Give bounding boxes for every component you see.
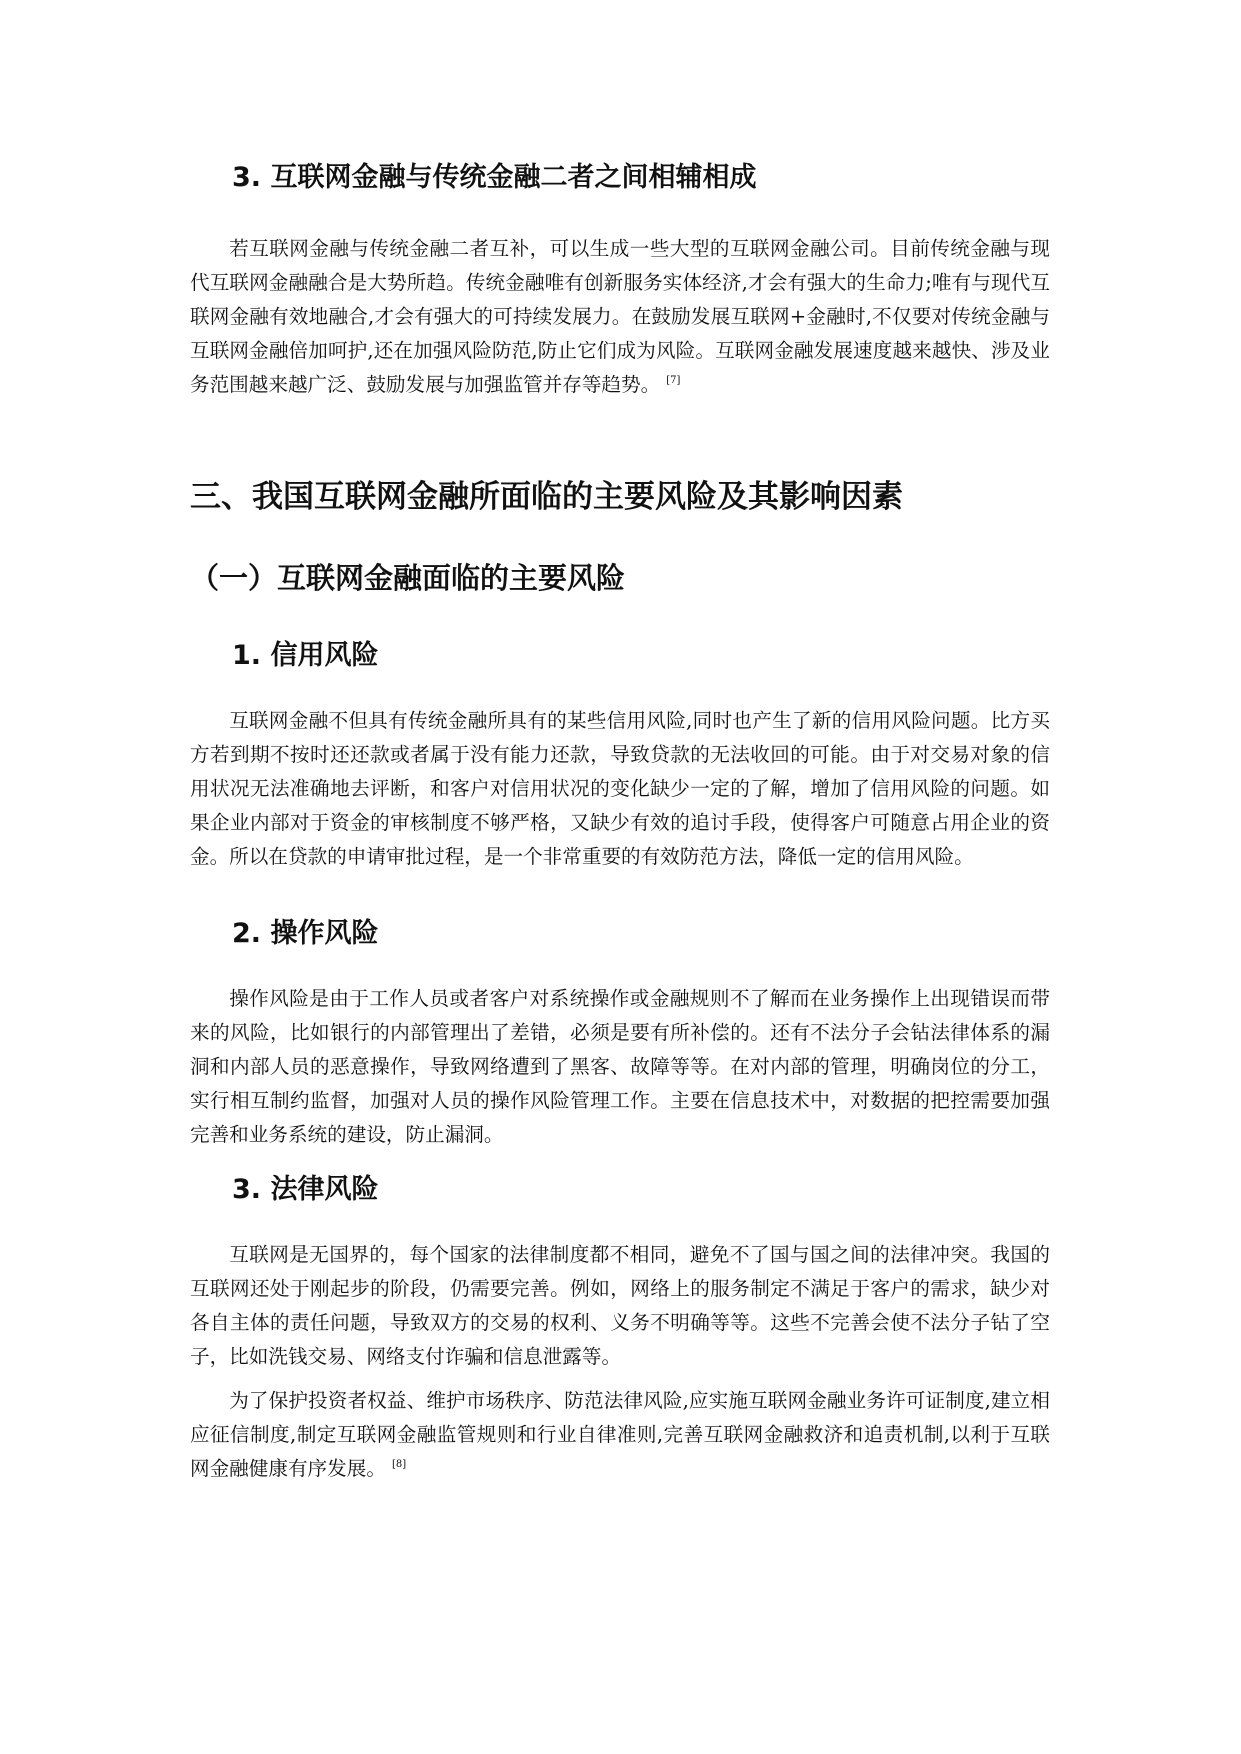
paragraph-credit-risk: 互联网金融不但具有传统金融所具有的某些信用风险,同时也产生了新的信用风险问题。比方买方若到期不按时还还款或者属于没有能力还款，导致贷款的无法收回的可能。由于对交易对象的信用状况无法准确地去评断，和客户对信用状况的变化缺少一定的了解，增加了信用风险的问题。如果企业内部对于资金的审核制度不够严格，又缺少有效的追讨手段，使得客户可随意占用企业的资金。所以在贷款的申请审批过程，是一个非常重要的有效防范方法，降低一定的信用风险。 [190,709,1050,868]
section-heading-credit-risk: 1. 信用风险 [232,640,379,671]
paragraph-complementary [190,232,1050,402]
paragraph-legal-measures-text: 为了保护投资者权益、维护市场秩序、防范法律风险,应实施互联网金融业务许可证制度,建立相应征信制度,制定互联网金融监管规则和行业自律准则,完善互联网金融救济和追责机制,以利于互联网金融健康有序发展。 [190,1389,1050,1480]
citation-8: [8] [391,1459,407,1471]
citation-7: [7] [666,375,681,387]
paragraph-operation-risk: 操作风险是由于工作人员或者客户对系统操作或金融规则不了解而在业务操作上出现错误而带来的风险，比如银行的内部管理出了差错，必须是要有所补偿的。还有不法分子会钻法律体系的漏洞和内部人员的恶意操作，导致网络遭到了黑客、故障等等。在对内部的管理，明确岗位的分工，实行相互制约监督，加强对人员的操作风险管理工作。主要在信息技术中，对数据的把控需要加强完善和业务系统的建设，防止漏洞。 [190,987,1050,1146]
section-heading-complementary: 3. 互联网金融与传统金融二者之间相辅相成 [232,162,757,193]
paragraph-complementary-text: 若互联网金融与传统金融二者互补，可以生成一些大型的互联网金融公司。目前传统金融与现代互联网金融融合是大势所趋。传统金融唯有创新服务实体经济,才会有强大的生命力;唯有与现代互联网金融有效地融合,才会有强大的可持续发展力。在鼓励发展互联网+金融时,不仅要对传统金融与互联网金融倍加呵护,还在加强风险防范,防止它们成为风险。互联网金融发展速度越来越快、涉及业务范围越来越广泛、鼓励发展与加强监管并存等趋势。 [190,237,1050,396]
paragraph-legal-measures [190,1384,1050,1486]
section-heading-legal-risk: 3. 法律风险 [232,1174,379,1205]
document-body [190,158,1050,1486]
paragraph-legal-risk: 互联网是无国界的，每个国家的法律制度都不相同，避免不了国与国之间的法律冲突。我国的互联网还处于刚起步的阶段，仍需要完善。例如，网络上的服务制定不满足于客户的需求，缺少对各自主体的责任问题，导致双方的交易的权利、义务不明确等等。这些不完善会使不法分子钻了空子，比如洗钱交易、网络支付诈骗和信息泄露等。 [190,1243,1050,1368]
section-heading-operation-risk: 2. 操作风险 [232,918,379,949]
chapter-heading-risks: 三、我国互联网金融所面临的主要风险及其影响因素 [190,479,903,515]
subsection-heading-main-risks: （一）互联网金融面临的主要风险 [190,561,626,595]
